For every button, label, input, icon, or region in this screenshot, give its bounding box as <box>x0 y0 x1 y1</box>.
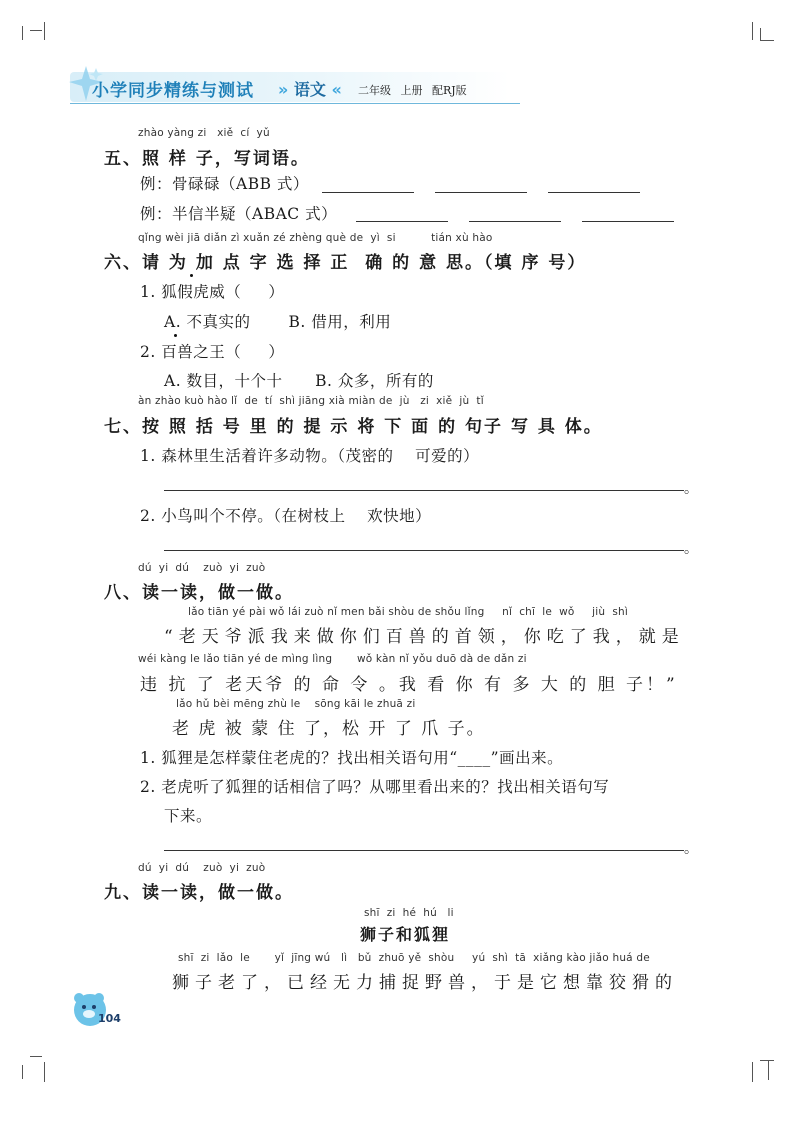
crop-mark <box>22 1065 23 1079</box>
section5-example1: 例：骨碌碌（ABB 式） <box>140 175 309 193</box>
story-pinyin: shī zi lǎo le yǐ jīng wú lì bǔ zhuō yě shòu yú shì tā xiǎng kào jiǎo huá de <box>178 952 650 964</box>
section5-example2: 例：半信半疑（ABAC 式） <box>140 205 338 223</box>
arrow-left-icon: « <box>331 80 342 99</box>
section6-q2-options: A. 数目，十个十 B. 众多，所有的 <box>164 372 434 390</box>
passage-line: “老天爷派我来做你们百兽的首领，你吃了我，就是 <box>164 627 685 647</box>
grade-info: 二年级 上册 配RJ版 <box>358 84 467 97</box>
section6-pinyin: qǐng wèi jiā diǎn zì xuǎn zé zhèng què de yì si tián xù hào <box>138 232 493 244</box>
story-line: 狮子老了，已经无力捕捉野兽，于是它想靠狡猾的 <box>172 973 678 993</box>
crop-mark <box>760 28 761 40</box>
end-mark: 。 <box>684 481 698 497</box>
section6-heading: 六、请 为 加 点 字 选 择 正 确 的 意 思。（填 序 号） <box>104 253 587 273</box>
answer-blank <box>582 221 674 222</box>
section8-q2-line1: 2. 老虎听了狐狸的话相信了吗？从哪里看出来的？找出相关语句写 <box>140 778 610 796</box>
section7-heading: 七、按 照 括 号 里 的 提 示 将 下 面 的 句子 写 具 体。 <box>104 417 603 437</box>
story-title: 狮子和狐狸 <box>360 925 451 944</box>
section8-heading: 八、读一读，做一做。 <box>104 583 294 603</box>
book-series-title: 小学同步精练与测试 <box>92 81 254 101</box>
crop-mark <box>44 22 45 40</box>
section7-pinyin: àn zhào kuò hào lǐ de tí shì jiāng xià miàn de jù zi xiě jù tǐ <box>138 395 484 407</box>
section8-q1: 1. 狐狸是怎样蒙住老虎的？找出相关语句用“____”画出来。 <box>140 749 564 767</box>
subject-label <box>278 77 342 100</box>
section6-q1-options: A. 不真实的 B. 借用，利用 <box>164 313 392 331</box>
subject-name: 语文 <box>293 80 326 99</box>
section7-q2: 2. 小鸟叫个不停。（在树枝上 欢快地） <box>140 507 432 525</box>
crop-mark <box>768 1060 769 1080</box>
section5-heading: 五、照 样 子，写词语。 <box>104 149 310 169</box>
answer-blank <box>548 192 640 193</box>
emphasis-dot <box>190 274 193 277</box>
section8-pinyin: dú yi dú zuò yi zuò <box>138 562 266 574</box>
header-divider <box>70 103 520 104</box>
crop-mark <box>30 30 42 31</box>
passage-line: 违 抗 了 老天爷 的 命 令 。我 看 你 有 多 大 的 胆 子！” <box>140 675 678 695</box>
section9-heading: 九、读一读，做一做。 <box>104 883 294 903</box>
section7-q1: 1. 森林里生活着许多动物。（茂密的 可爱的） <box>140 447 480 465</box>
crop-mark <box>752 22 753 40</box>
crop-mark <box>44 1062 45 1082</box>
crop-mark <box>30 1056 42 1057</box>
answer-line <box>164 850 684 851</box>
passage-pinyin: lǎo hǔ bèi mēng zhù le sōng kāi le zhuā zi <box>176 698 416 710</box>
section8-q2-line2: 下来。 <box>164 807 213 825</box>
crop-mark <box>752 1062 753 1082</box>
emphasis-dot <box>174 334 177 337</box>
story-title-pinyin: shī zi hé hú li <box>364 907 454 919</box>
answer-blank <box>435 192 527 193</box>
section5-pinyin: zhào yàng zi xiě cí yǔ <box>138 127 270 139</box>
section9-pinyin: dú yi dú zuò yi zuò <box>138 862 266 874</box>
passage-pinyin: wéi kàng le lǎo tiān yé de mìng lìng wǒ kàn nǐ yǒu duō dà de dǎn zi <box>138 653 527 665</box>
answer-line <box>164 490 684 491</box>
arrow-right-icon: » <box>278 80 289 99</box>
answer-blank <box>356 221 448 222</box>
crop-mark <box>22 26 23 40</box>
answer-blank <box>322 192 414 193</box>
crop-mark <box>760 1060 774 1061</box>
passage-pinyin: lǎo tiān yé pài wǒ lái zuò nǐ men bǎi shòu de shǒu lǐng nǐ chī le wǒ jiù shì <box>188 606 628 618</box>
page-number: 104 <box>98 1012 121 1025</box>
passage-line: 老 虎 被 蒙 住 了，松 开 了 爪 子。 <box>172 719 486 739</box>
end-mark: 。 <box>684 541 698 557</box>
crop-mark <box>760 40 774 41</box>
section6-q1: 1. 狐假虎威（ ） <box>140 283 285 301</box>
answer-blank <box>469 221 561 222</box>
answer-line <box>164 550 684 551</box>
end-mark: 。 <box>684 841 698 857</box>
section6-q2: 2. 百兽之王（ ） <box>140 343 285 361</box>
